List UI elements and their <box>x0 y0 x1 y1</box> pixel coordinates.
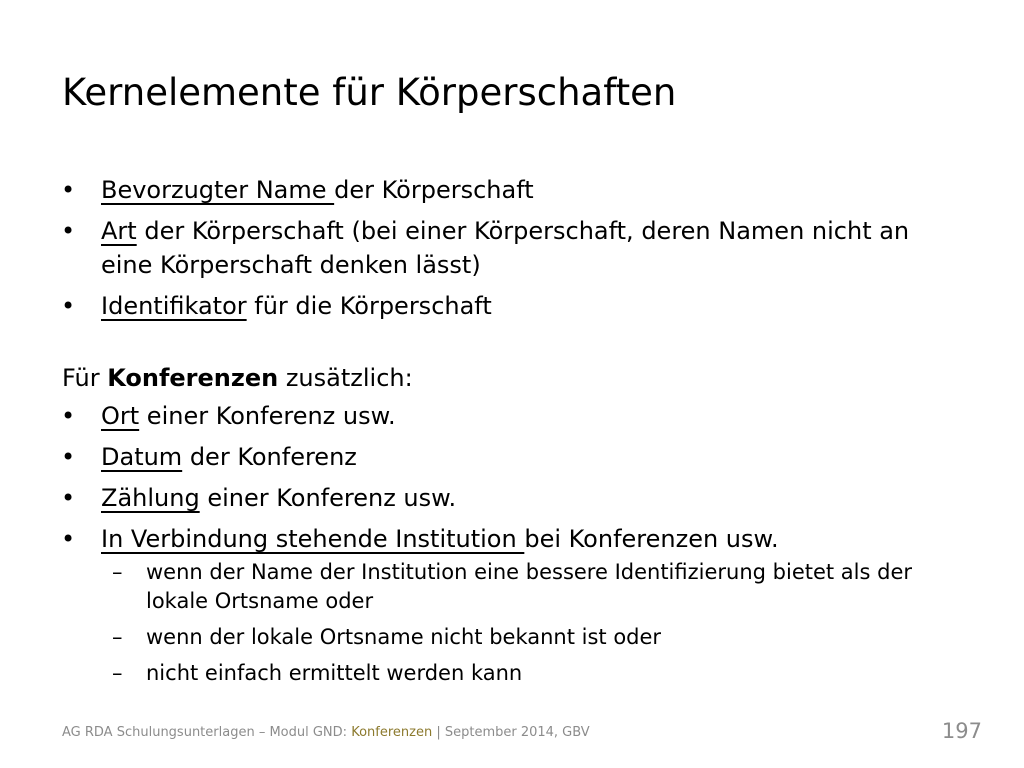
underlined-term: Identifikator <box>101 292 247 320</box>
list-item <box>62 399 962 433</box>
conference-elements-list <box>62 399 962 688</box>
list-item <box>62 522 962 688</box>
intro-suffix: zusätzlich: <box>278 364 413 392</box>
underlined-term: Bevorzugter Name <box>101 176 335 204</box>
bullet-text: der Körperschaft <box>334 176 534 204</box>
spacer <box>62 330 962 361</box>
intro-prefix: Für <box>62 364 108 392</box>
underlined-term: Art <box>101 217 137 245</box>
slide-body <box>62 173 962 695</box>
bullet-text: der Konferenz <box>182 443 357 471</box>
institution-conditions-list <box>101 558 962 688</box>
list-item <box>62 289 962 323</box>
conference-intro <box>62 361 962 395</box>
bullet-text: der Körperschaft (bei einer Körperschaft, deren Namen nicht an eine Körperschaft denken lässt) <box>101 217 910 279</box>
slide-footer <box>62 725 590 740</box>
bullet-text: einer Konferenz usw. <box>199 484 457 512</box>
list-item <box>62 440 962 474</box>
underlined-term: Ort <box>101 402 140 430</box>
page-number: 197 <box>941 719 982 743</box>
intro-bold-term: Konferenzen <box>107 364 279 392</box>
sub-list-item: – wenn der Name der Institution eine bessere Identifizierung bietet als der lokale Ortsname oder <box>101 558 962 616</box>
sub-list-item: – nicht einfach ermittelt werden kann <box>101 659 962 688</box>
footer-module-topic: Konferenzen <box>351 725 433 740</box>
bullet-text: bei Konferenzen usw. <box>524 525 779 553</box>
footer-text: AG RDA Schulungsunterlagen – Modul GND: <box>62 725 352 740</box>
footer-date-text: | September 2014, GBV <box>432 725 590 740</box>
sub-list-item: – wenn der lokale Ortsname nicht bekannt ist oder <box>101 623 962 652</box>
bullet-text: für die Körperschaft <box>246 292 492 320</box>
slide-title: Kernelemente für Körperschaften <box>62 71 677 114</box>
list-item <box>62 214 962 282</box>
underlined-term: Datum <box>101 443 183 471</box>
list-item <box>62 481 962 515</box>
core-elements-list <box>62 173 962 323</box>
underlined-term: Zählung <box>101 484 200 512</box>
bullet-text: einer Konferenz usw. <box>139 402 396 430</box>
underlined-term: In Verbindung stehende Institution <box>101 525 525 553</box>
list-item <box>62 173 962 207</box>
